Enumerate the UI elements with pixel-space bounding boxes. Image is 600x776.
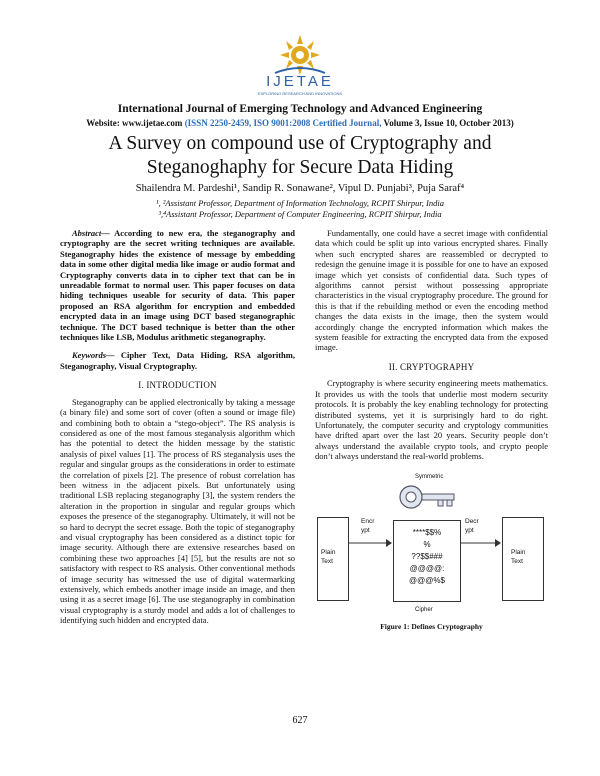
- keywords-text: Cipher Text, Data Hiding, RSA algorithm, Steganography, Visual Cryptography.: [60, 350, 295, 371]
- plain-text-right-label: Plain Text: [511, 548, 526, 565]
- right-column: [315, 228, 548, 682]
- decrypt-label: Decr ypt: [465, 517, 479, 534]
- title-line-1: A Survey on compound use of Cryptography and: [108, 133, 492, 154]
- left-column: [60, 228, 295, 626]
- affiliation-2: ³,⁴Assistant Professor, Department of Computer Engineering, RCPIT Shirpur, India: [158, 209, 442, 219]
- cipher-line-4: @@@@:: [409, 563, 445, 573]
- encrypt-label: Encr ypt: [361, 517, 375, 534]
- key-icon: [398, 484, 458, 510]
- introduction-text: Steganography can be applied electronically by taking a message (a binary file) and some sort of cover (often a sound or image file) and combining both to obtain a “stego-object”. The RS analysis is considered as one of the most famous steganalysis algorithm which has the potential to detect the hidden message by the statistic analysis of pixel values [1]. The process of RS steganalysis uses the regular and singular groups as the considerations in order to estimate the correlation of pixels [2]. The presence of robust correlation has been witness in the adjacent pixels. But unfortunately using traditional LSB replacing steganography [3], the system renders the alteration in the proportion in singular and regular groups which exposes the presence of the steganography. Ultimately, it will not be so hard to decrypt the secret essage. Both the topic of steganography and visual cryptography has been considered as a distinct topic for image security. Although there are extensive researches based on combining these two approaches [4] [5], but the results are not so satisfactory with respect to RS analysis. Other conventional methods of image security has witnessed the use of digital watermarking extensively, which embeds another image inside an image, and then using it as a secret image [6]. The use steganography in combination visual cryptography is a sturdy model and adds a lot of challenges to identifying such hidden and encrypted data.: [60, 396, 295, 626]
- cipher-line-5: @@@%$: [409, 575, 445, 585]
- symmetric-label: Symmetric: [415, 473, 444, 480]
- abstract: [60, 228, 295, 342]
- journal-name: International Journal of Emerging Technology and Advanced Engineering: [117, 103, 483, 115]
- affiliation-1: ¹, ²Assistant Professor, Department of Information Technology, RCPIT Shirpur, India: [156, 198, 444, 208]
- section-heading-cryptography: II. CRYPTOGRAPHY: [388, 361, 475, 372]
- cipher-label: Cipher: [415, 606, 433, 613]
- authors: Shailendra M. Pardeshi¹, Sandip R. Sonawane², Vipul D. Punjabi³, Puja Saraf⁴: [135, 183, 465, 194]
- paper-title: [60, 132, 540, 180]
- logo-tagline: EXPLORING RESEARCH AND INNOVATIONS: [257, 91, 343, 96]
- website-line: [0, 118, 600, 128]
- affiliations: [0, 198, 600, 220]
- cipher-line-1: ****$$%: [412, 527, 442, 537]
- plain-text-left-label: Plain Text: [321, 548, 336, 565]
- arrow-right-icon: [348, 538, 392, 548]
- cipher-line-2: %: [423, 539, 431, 549]
- keywords-label: Keywords—: [72, 350, 115, 361]
- issn-text: (ISSN 2250-2459, ISO 9001:2008 Certified Journal,: [184, 118, 382, 128]
- arrow-right-icon: [461, 538, 501, 548]
- abstract-text: According to new era, the steganography and cryptography are the secret writing techniques are available. Steganography hides the existence of message by embedding data in some other digital media like image or audio format and Cryptography converts data in to cipher text that can be in unreadable format to normal user. This paper focuses on data hiding techniques useable for security of data. This paper proposed an RSA algorithm for encryption and embedded encrypted data in an image using DCT based steganographic technique. The DCT based technique is better than the other techniques like LSB, Modulus arithmetic steganography.: [60, 228, 295, 343]
- figure-caption: Figure 1: Defines Cryptography: [380, 621, 483, 631]
- logo-name: IJETAE: [266, 73, 334, 90]
- plain-text-box-right: [502, 517, 544, 601]
- cryptography-text: Cryptography is where security engineering meets mathematics. It provides us with the tools that underlie most modern security protocols. It is probably the key enabling technology for protecting distributed systems, yet it is surprisingly hard to do right. Unfortunately, the computer security and cryptology communities have drifted apart over the last 20 years. Security people don’t always understand the available crypto tools, and crypto people don’t always understand the real-world problems.: [315, 378, 548, 462]
- title-line-2: Steganoghaphy for Secure Data Hiding: [146, 157, 454, 178]
- page-number: 627: [292, 715, 308, 726]
- keywords: [60, 350, 295, 371]
- cipher-line-3: ??$$###: [411, 551, 443, 561]
- volume-text: Volume 3, Issue 10, October 2013): [383, 118, 514, 128]
- cipher-box: [393, 520, 461, 602]
- plain-text-box-left: [317, 517, 349, 601]
- website-link[interactable]: Website: www.ijetae.com: [86, 118, 183, 128]
- figure-1: [315, 472, 548, 682]
- section-heading-introduction: I. INTRODUCTION: [138, 380, 217, 391]
- journal-logo: [255, 35, 345, 100]
- abstract-label: Abstract—: [72, 228, 110, 238]
- right-paragraph-1: Fundamentally, one could have a secret image with confidential data which could be split up into various encrypted shares. Finally when such encrypted shares are reassembled or decrypted to redesign the genuine image it is possible for one to have an exposed image which yet consists of confidential data. Such types of algorithms cannot persist without possessing appropriate characteristics in the visual cryptography procedure. The ground for this is that if the rebuilding method or even the encoding method changes the data exists in the image, then the system would accordingly change the encrypted information which makes the system feasible for extracting the encrypted data from the exposed image.: [315, 228, 548, 353]
